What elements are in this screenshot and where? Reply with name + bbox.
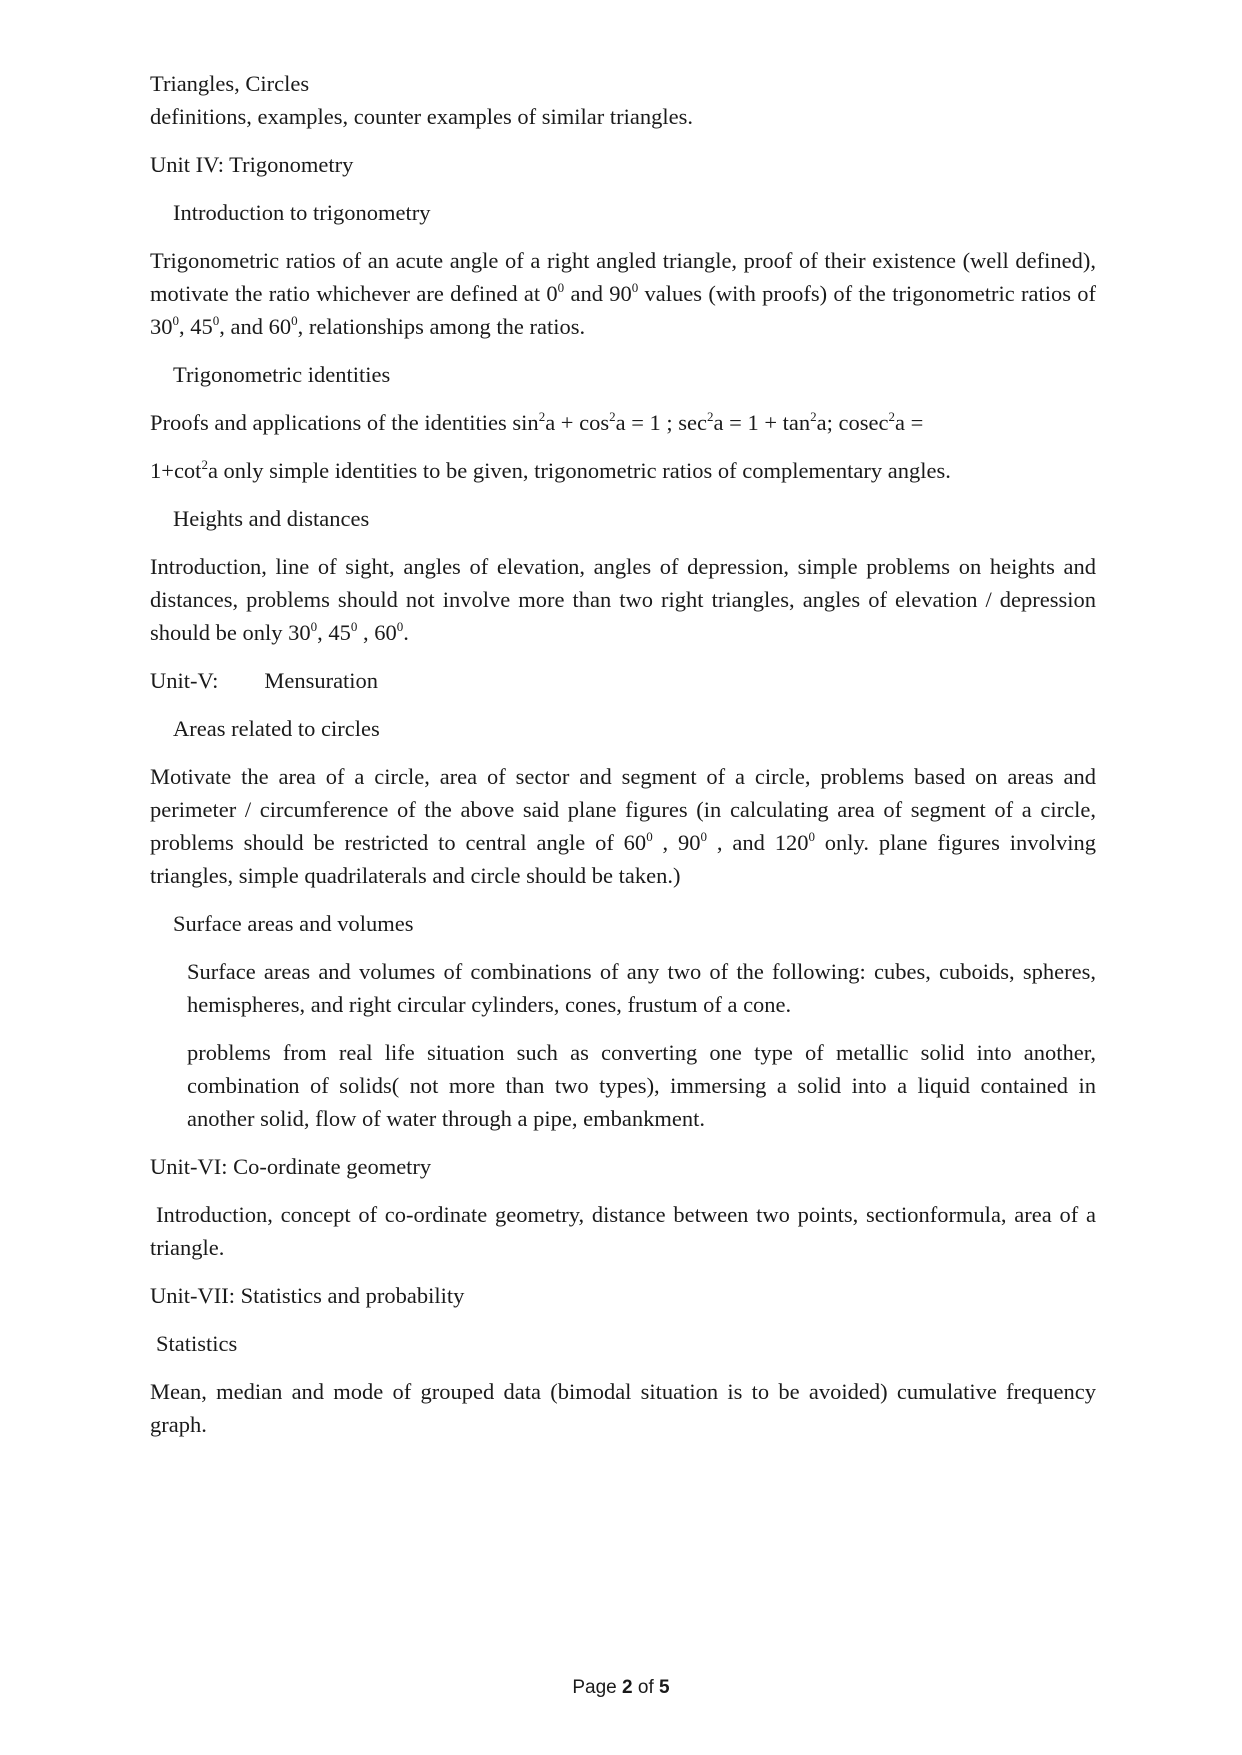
footer-of-word: of (637, 1677, 654, 1698)
intro-paragraph: Trigonometric ratios of an acute angle of a right angled triangle, proof of their existence (well defined), motivate the ratio whichever are defined at $0^0$ and $90^0$ values (with proofs) of the trigonometric ratios of $30^0$, $45^0$, and $60^0$, relationships among the ratios. (150, 248, 1097, 339)
surface-heading: Surface areas and volumes (173, 911, 414, 936)
footer-page-number: 2 (622, 1677, 633, 1698)
statistics-paragraph: Mean, median and mode of grouped data (bimodal situation is to be avoided) cumulative frequency graph. (150, 1379, 1096, 1437)
header-line-2: definitions, examples, counter examples of similar triangles. (150, 104, 693, 129)
unit5-label: Unit-V: (150, 668, 219, 693)
unit5-name: Mensuration (264, 668, 379, 693)
unit4-title: Unit IV: Trigonometry (150, 152, 354, 177)
identities-heading: Trigonometric identities (173, 362, 391, 387)
areas-heading: Areas related to circles (173, 716, 380, 741)
identities-line-1: Proofs and applications of the identities $\sin^2a + \cos^2a = 1$ ; $\sec^2a = 1 + \tan^2a$; cosec$^2$a = (150, 409, 924, 435)
header-line-1: Triangles, Circles (150, 71, 310, 96)
identities-line-2: $1+\cot^2a$ only simple identities to be given, trigonometric ratios of complementary angles. (150, 457, 951, 483)
footer-page-word: Page (572, 1677, 617, 1698)
surface-paragraph-2: problems from real life situation such as converting one type of metallic solid into another, combination of solids( not more than two types), immersing a solid into a liquid contained in another solid, flow of water through a pipe, embankment. (187, 1040, 1096, 1131)
heights-heading: Heights and distances (173, 506, 370, 531)
heights-paragraph: Introduction, line of sight, angles of elevation, angles of depression, simple problems on heights and distances, problems should not involve more than two right triangles, angles of elevation / depression should be only $30^0$, $45^0$ , $60^0$. (150, 554, 1096, 645)
unit6-title: Unit-VI: Co-ordinate geometry (150, 1154, 432, 1179)
document-body (150, 67, 1096, 1441)
page-footer (0, 1676, 1242, 1700)
surface-paragraph-1: Surface areas and volumes of combinations of any two of the following: cubes, cuboids, spheres, hemispheres, and right circular cylinders, cones, frustum of a cone. (187, 959, 1096, 1017)
areas-paragraph: Motivate the area of a circle, area of sector and segment of a circle, problems based on areas and perimeter / circumference of the above said plane figures (in calculating area of segment of a circle, problems should be restricted to central angle of $60^0$ , $90^0$ , and $120^0$ only. plane figures involving triangles, simple quadrilaterals and circle should be taken.) (150, 764, 1096, 888)
unit6-paragraph: Introduction, concept of co-ordinate geometry, distance between two points, sectionformula, area of a triangle. (150, 1202, 1096, 1260)
intro-heading: Introduction to trigonometry (173, 200, 431, 225)
unit7-title: Unit-VII: Statistics and probability (150, 1283, 465, 1308)
unit5-title (150, 664, 1096, 697)
footer-total-pages: 5 (659, 1677, 670, 1698)
statistics-heading: Statistics (156, 1331, 238, 1356)
